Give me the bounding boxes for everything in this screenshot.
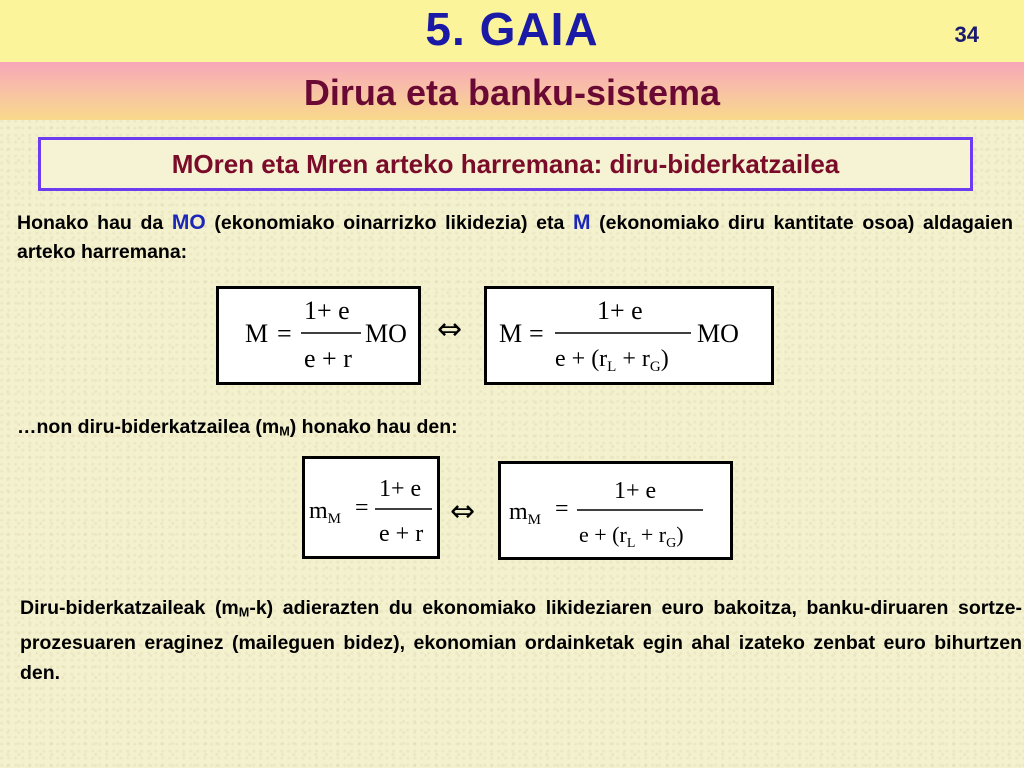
formula-equals: =	[277, 319, 292, 348]
formula-mm-extended	[498, 461, 733, 560]
intro-paragraph	[17, 208, 1013, 267]
conclusion-subscript: M	[238, 605, 250, 620]
formula-lhs: M	[499, 319, 523, 348]
section-title: MOren eta Mren arteko harremana: diru-biderkatzailea	[171, 148, 840, 179]
formula-numerator: 1+ e	[597, 296, 643, 325]
formula-numerator: 1+ e	[379, 476, 422, 502]
formula-denominator: $e + (r_L + r_G)$	[579, 522, 684, 551]
multiplier-text-2: ) honako hau den:	[289, 416, 458, 438]
formula-m-simple	[216, 286, 421, 385]
formula-equals: =	[529, 319, 544, 348]
chapter-subtitle: Dirua eta banku-sistema	[303, 72, 721, 113]
intro-text-3: (ekonomiako diru kantitate osoa) aldagaien arteko harremana:	[17, 212, 1013, 263]
formula-mm-simple	[302, 456, 440, 559]
formula-lhs: $m_M$	[309, 498, 342, 527]
multiplier-intro	[17, 413, 717, 447]
formula-lhs: $m_M$	[509, 499, 542, 528]
formula-denominator: $e + (r_L + r_G)$	[555, 346, 669, 375]
chapter-title: 5. GAIA	[425, 3, 599, 55]
formula-rhs: MO	[365, 319, 407, 348]
formula-denominator: e + r	[379, 521, 424, 547]
equivalence-symbol-2: ⇔	[450, 494, 476, 529]
page-number: 34	[954, 22, 979, 47]
equivalence-symbol: ⇔	[437, 312, 463, 347]
conclusion-text-1: Diru-biderkatzaileak (m	[20, 597, 239, 619]
formula-denominator: e + r	[304, 344, 352, 373]
formula-rhs: MO	[697, 319, 739, 348]
mo-term: MO	[171, 211, 206, 234]
formula-numerator: 1+ e	[614, 478, 657, 504]
intro-text-1: Honako hau da	[17, 212, 172, 234]
multiplier-subscript: M	[279, 424, 290, 439]
formula-numerator: 1+ e	[304, 296, 350, 325]
formula-equals: =	[555, 496, 569, 522]
multiplier-text-1: …non diru-biderkatzailea (m	[17, 416, 280, 438]
conclusion-text-2: -k) adierazten du ekonomiako likideziaren euro bakoitza, banku-diruaren sortze-prozesuaren eraginez (maileguen bidez), ekonomian ordainketak egin ahal izateko zenbat euro bihurtzen den.	[20, 597, 1022, 684]
section-title-box	[38, 137, 973, 191]
m-term: M	[572, 211, 591, 234]
intro-text-2: (ekonomiako oinarrizko likidezia) eta	[205, 212, 573, 234]
formula-lhs: M	[245, 319, 269, 348]
conclusion-paragraph	[20, 593, 1022, 688]
formula-equals: =	[355, 495, 369, 521]
formula-m-extended	[484, 286, 774, 385]
